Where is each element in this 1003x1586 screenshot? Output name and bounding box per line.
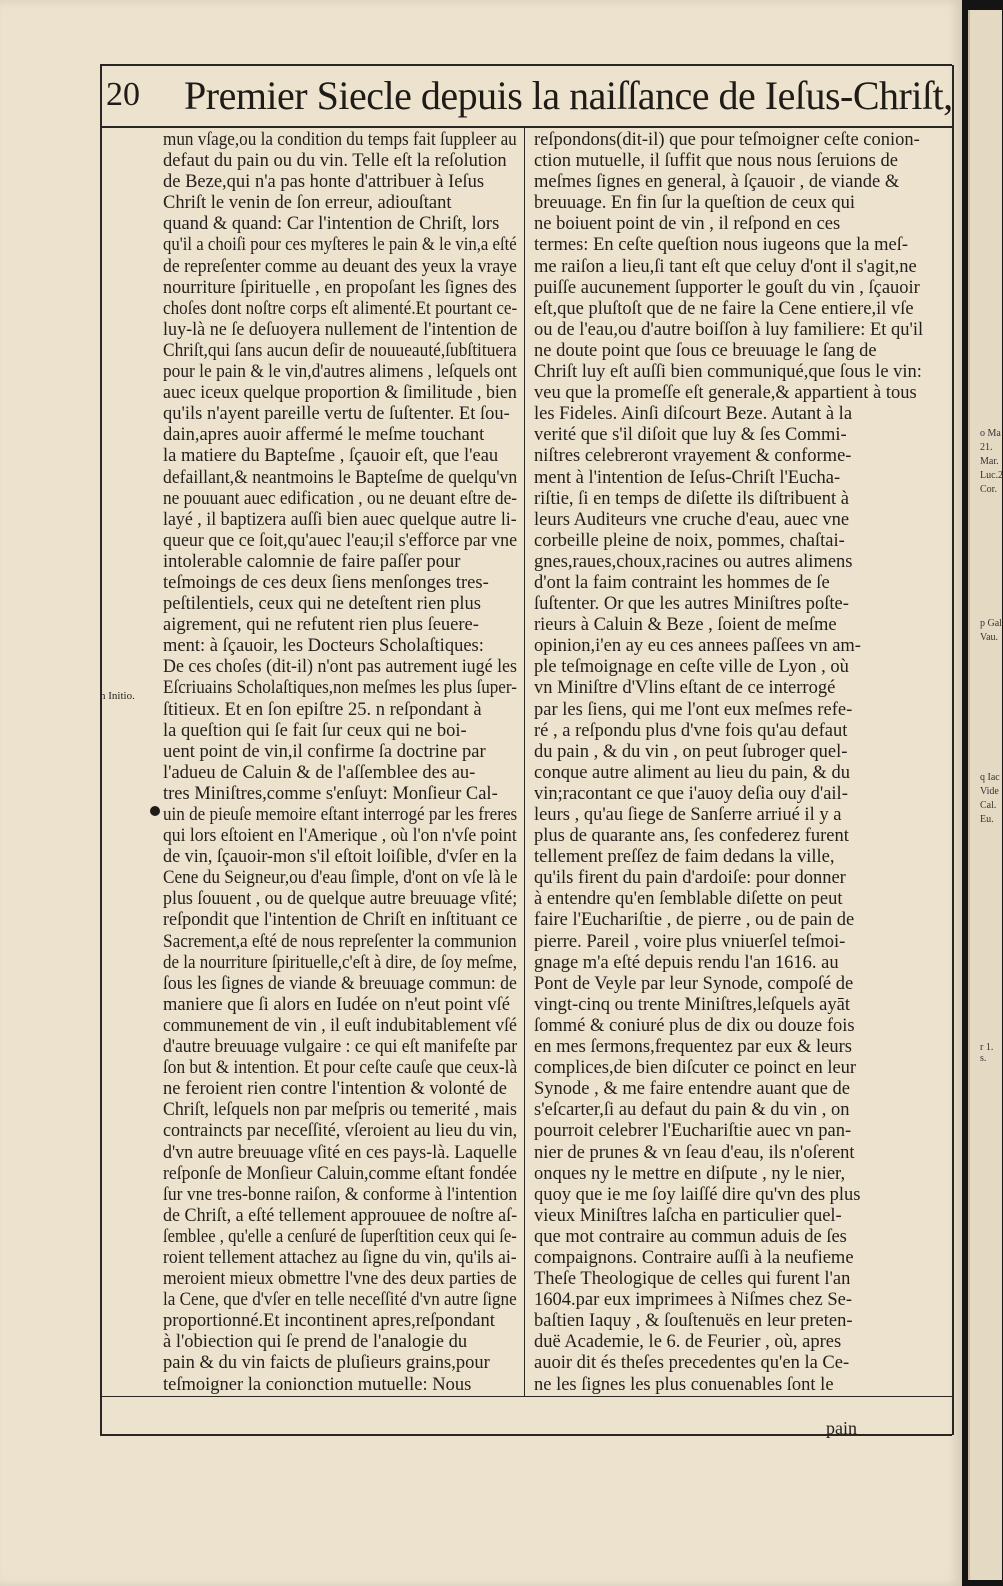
text-line: auec iceux quelque proportion & ſimilitude , bien	[163, 383, 517, 404]
text-line: verité que s'il diſoit que luy & ſes Commi-	[534, 425, 847, 446]
text-line: proportionné.Et incontinent apres,reſpondant	[163, 1311, 495, 1332]
text-line: d'ont la faim contraint les hommes de ſe	[534, 572, 830, 593]
text-line: vieux Miniſtres laſcha en particulier quel-	[534, 1205, 842, 1226]
next-page-fragment: Vau.	[980, 632, 999, 643]
text-line: qu'il a choiſi pour ces myſteres le pain & le vin,a eſté	[163, 235, 517, 256]
text-line: dain,apres auoir affermé le meſme touchant	[163, 425, 485, 446]
text-line: quand & quand: Car l'intention de Chriſt, lors	[163, 214, 500, 235]
text-line: meſmes ſignes en general, à ſçauoir , de viande &	[534, 172, 900, 193]
text-line: ne les ſignes les plus conuenables ſont le	[534, 1374, 834, 1395]
text-line: plus de quarante ans, ſes confederez furent	[534, 826, 849, 847]
text-line: que mot contraire au commun aduis de ſes	[534, 1226, 847, 1247]
text-line: ment à l'intention de Ieſus-Chriſt l'Eucha-	[534, 467, 841, 488]
text-line: termes: En ceſte queſtion nous iugeons que la meſ-	[534, 235, 909, 256]
catchword: pain	[826, 1418, 857, 1438]
next-page-fragment: Cor.	[980, 484, 997, 495]
text-line: mun vſage,ou la condition du temps fait ſuppleer au	[163, 130, 517, 150]
text-line: ſur vne tres-bonne raiſon, & conforme à l'intention	[163, 1184, 518, 1205]
ink-mark	[150, 806, 160, 816]
text-line: tres Miniſtres,comme s'enſuyt: Monſieur Cal-	[163, 783, 498, 804]
text-line: en mes ſermons,frequentez par eux & leurs	[534, 1037, 852, 1058]
text-line: opinion,i'en ay eu ces annees paſſees vn am-	[534, 636, 861, 657]
text-line: ſemblee , qu'elle a cenſuré de ſuperſtition ceux qui ſe-	[163, 1226, 517, 1247]
text-line: rieurs à Caluin & Beze , ſoient de meſme	[534, 615, 837, 636]
text-line: peſtilentiels, ceux qui ne deteſtent rien plus	[163, 594, 482, 615]
text-line: la queſtion qui ſe fait ſur ceux qui ne boi-	[163, 720, 467, 741]
text-line: Synode , & me faire entendre auant que de	[534, 1079, 850, 1100]
text-line: ſuſtenter. Or que les autres Miniſtres poſte-	[534, 594, 849, 615]
text-line: à l'obiection qui ſe prend de l'analogie du	[163, 1332, 468, 1353]
next-page-fragment: Cal.	[980, 800, 997, 811]
text-line: aigrement, qui ne refutent rien plus ſeuere-	[163, 615, 479, 636]
text-line: pour le pain & le vin,d'autres alimens , leſquels ont	[163, 362, 517, 383]
text-line: meroient mieux obmettre l'vne des deux parties de	[163, 1269, 517, 1290]
text-line: ne pouuant auec edification , ou ne deuant eſtre de-	[163, 488, 518, 509]
text-line: Sacrement,a eſté de nous repreſenter la communion	[163, 931, 517, 952]
text-line: eſt,que pluſtoſt que de ne faire la Cene entiere,il vſe	[534, 298, 914, 319]
text-line: Cene du Seigneur,ou d'eau ſimple, d'ont on vſe là le	[163, 868, 518, 889]
text-line: ou de l'eau,ou d'autre boiſſon à luy familiere: Et qu'il	[534, 319, 924, 340]
text-line: compaignons. Contraire auſſi à la neufieme	[534, 1247, 854, 1268]
text-line: breuuage. En fin ſur la queſtion de ceux qui	[534, 193, 856, 214]
text-line: uin de pieuſe memoire eſtant interrogé par les freres	[163, 805, 518, 825]
text-line: onques ny le mettre en diſpute , ny le nier,	[534, 1163, 846, 1184]
text-line: riſtie, ſi en temps de diſette ils diſtribuent à	[534, 488, 849, 509]
next-page-fragment: 21.	[980, 442, 993, 453]
text-line: teſmoings de ces deux ſiens menſonges tres-	[163, 572, 489, 593]
text-line: communement de vin , il euſt indubitablement vſé	[163, 1015, 517, 1036]
text-line: reſponſe de Monſieur Caluin,comme eſtant fondée	[163, 1163, 517, 1184]
marginal-note: n Initio.	[100, 690, 135, 702]
text-line: ſon but & intention. Et pour ceſte cauſe que ceux-là	[163, 1058, 518, 1079]
text-line: intolerable calomnie de faire paſſer pour	[163, 551, 461, 572]
text-line: leurs Auditeurs vne cruche d'eau, auec vne	[534, 509, 850, 530]
text-line: de Beze,qui n'a pas honte d'attribuer à Ieſus	[163, 172, 485, 193]
text-line: ction mutuelle, il ſuffit que nous nous ſeruions de	[534, 151, 898, 172]
text-line: puiſſe aucunement ſupporter le gouſt du vin , ſçauoir	[534, 277, 920, 298]
text-line: ſtitieux. Et en ſon epiſtre 25. n reſpondant à	[163, 699, 482, 720]
text-line: leurs , qu'au ſiege de Sanſerre arriué il y a	[534, 805, 842, 825]
next-page-fragment: r 1. s.	[980, 1042, 994, 1064]
text-line: auoir dit és theſes precedentes qu'en la Ce-	[534, 1353, 850, 1374]
right-column	[534, 130, 942, 1396]
text-line: Chriſt, leſquels non par meſpris ou temerité , mais	[163, 1100, 517, 1121]
text-line: veu que la promeſſe eſt generale,& appartient à tous	[534, 383, 917, 404]
running-title: Premier Siecle depuis la naiſſance de Ieſus-Chriſt,	[184, 73, 953, 118]
text-line: d'autre breuuage vulgaire : ce qui eſt manifeſte par	[163, 1037, 518, 1058]
text-line: defaillant,& neantmoins le Bapteſme de quelqu'vn	[163, 467, 518, 488]
text-line: baſtien Iaquy , & ſouſtenuës en leur preten-	[534, 1311, 853, 1332]
text-line: nourriture ſpirituelle , en propoſant les ſignes des	[163, 277, 517, 298]
page-header	[100, 68, 953, 128]
text-line: Pont de Veyle par leur Synode, compoſé de	[534, 973, 854, 994]
text-line: les Fideles. Ainſi diſcourt Beze. Autant à la	[534, 404, 853, 425]
adjacent-page-edge	[968, 10, 1002, 1580]
text-line: layé , il baptizera auſſi bien auec quelque autre li-	[163, 509, 517, 530]
text-line: tellement preſſez de faim dedans la ville,	[534, 847, 835, 868]
text-line: la Cene, que d'vſer en telle neceſſité d'vn autre ſigne	[163, 1290, 517, 1311]
text-line: gnage m'a eſté depuis rendu l'an 1616. au	[534, 952, 839, 973]
text-line: du pain , & du vin , on peut ſubroger quel-	[534, 741, 848, 762]
text-line: Chriſt,qui ſans aucun deſir de nouueauté,ſubſtituera	[163, 340, 517, 361]
text-line: ſous les ſignes de viande & breuuage commun: de	[163, 973, 517, 994]
text-line: quoy que ie me ſoy laiſſé dire qu'vn des plus	[534, 1184, 861, 1205]
text-line: Theſe Theologique de celles qui furent l'an	[534, 1269, 851, 1290]
text-line: 1604.par eux imprimees à Niſmes chez Se-	[534, 1290, 852, 1311]
text-line: complices,de bien diſcuter ce poinct en leur	[534, 1058, 857, 1079]
text-line: nier de prunes & vn ſeau d'eau, ils n'oſerent	[534, 1142, 855, 1163]
text-line: ne feroient rien contre l'intention & volonté de	[163, 1079, 507, 1100]
text-line: corbeille pleine de noix, pommes, chaſtai-	[534, 530, 845, 551]
text-line: luy-là ne ſe deſuoyera nullement de l'intention de	[163, 319, 518, 340]
text-line: teſmoigner la conionction mutuelle: Nous	[163, 1374, 472, 1395]
bottom-rule	[100, 1396, 952, 1397]
text-line: de la nourriture ſpirituelle,c'eſt à dire, de ſoy meſme,	[163, 952, 518, 973]
text-line: choſes dont noſtre corps eſt alimenté.Et pourtant ce-	[163, 298, 518, 319]
text-line: de repreſenter comme au deuant des yeux la vraye	[163, 256, 517, 277]
top-rule	[100, 64, 952, 66]
next-page-fragment: Eu.	[980, 814, 994, 825]
text-line: ſommé & coniuré plus de dix ou douze fois	[534, 1015, 855, 1036]
text-line: maniere que ſi alors en Iudée on n'eut point vſé	[163, 994, 511, 1015]
text-line: reſpondit que l'intention de Chriſt en inſtituant ce	[163, 910, 518, 931]
page-number: 20	[106, 76, 140, 113]
text-line: duë Academie, le 6. de Feurier , où, apres	[534, 1332, 842, 1353]
text-line: pierre. Pareil , voire plus vniuerſel teſmoi-	[534, 931, 846, 952]
text-line: ple teſmoignage en ceſte ville de Lyon , où	[534, 657, 849, 678]
text-line: qu'ils n'ayent pareille vertu de ſuſtenter. Et ſou-	[163, 404, 510, 425]
text-line: pourroit celebrer l'Euchariſtie auec vn pan-	[534, 1121, 852, 1142]
text-line: d'vn autre breuuage vſité en ces pays-là. Laquelle	[163, 1142, 517, 1163]
text-line: qui lors eſtoient en l'Amerique , où l'on n'vſe point	[163, 826, 517, 847]
text-line: vin;racontant ce que i'auoy deſia ouy d'ail-	[534, 783, 848, 804]
text-line: me raiſon a lieu,ſi tant eſt que celuy d'ont il s'agit,ne	[534, 256, 917, 277]
footer-rule	[100, 1434, 952, 1436]
text-line: contraincts par neceſſité, vſeroient au lieu du vin,	[163, 1121, 518, 1142]
text-line: de vin, ſçauoir-mon s'il eſtoit loiſible, d'vſer en la	[163, 847, 517, 868]
text-line: roient tellement attachez au ſigne du vin, qu'ils ai-	[163, 1247, 517, 1268]
next-page-fragment: Mar.	[980, 456, 999, 467]
next-page-fragment: q Iac	[980, 772, 1000, 783]
text-line: vn Miniſtre d'Vlins eſtant de ce interrogé	[534, 678, 836, 699]
text-line: par les ſiens, qui me l'ont eux meſmes refe-	[534, 699, 853, 720]
text-line: Chriſt luy eſt auſſi bien communiqué,que ſous le vin:	[534, 362, 922, 383]
text-line: Eſcriuains Scholaſtiques,non meſmes les plus ſuper-	[163, 678, 517, 699]
text-line: l'adueu de Caluin & de l'aſſemblee des au-	[163, 762, 476, 783]
text-line: uent point de vin,il confirme ſa doctrine par	[163, 741, 486, 762]
text-line: ré , a reſpondu plus d'vne fois qu'au defaut	[534, 720, 848, 741]
text-line: la matiere du Bapteſme , ſçauoir eſt, que l'eau	[163, 446, 499, 467]
text-line: qu'ils firent du pain d'ardoiſe: pour donner	[534, 868, 846, 889]
text-line: defaut du pain ou du vin. Telle eſt la reſolution	[163, 151, 507, 172]
text-line: ne doute point que ſous ce breuuage le ſang de	[534, 340, 877, 361]
next-page-fragment: Luc.2	[980, 470, 1003, 481]
text-line: ne boiuent point de vin , il reſpond en ces	[534, 214, 841, 235]
text-line: s'eſcarter,ſi au defaut du pain & du vin , on	[534, 1100, 850, 1121]
text-line: queur que ce ſoit,qu'auec l'eau;il s'efforce par vne	[163, 530, 518, 551]
text-line: à entendre qu'en ſemblable diſette on peut	[534, 889, 843, 910]
next-page-fragment: Vide	[980, 786, 999, 797]
next-page-fragment: p Gal	[980, 618, 1002, 629]
text-line: pain & du vin faicts de pluſieurs grains,pour	[163, 1353, 490, 1374]
text-line: Chriſt le venin de ſon erreur, adiouſtant	[163, 193, 452, 214]
text-line: gnes,raues,choux,racines ou autres alimens	[534, 551, 853, 572]
text-line: de Chriſt, a eſté tellement approuuee de noſtre aſ-	[163, 1205, 518, 1226]
text-line: niſtres celebreront vrayement & conforme-	[534, 446, 852, 467]
text-line: conque autre aliment au lieu du pain, & du	[534, 762, 850, 783]
text-line: faire l'Euchariſtie , de pierre , ou de pain de	[534, 910, 855, 931]
column-divider	[524, 128, 525, 1396]
left-column	[163, 130, 517, 1396]
text-line: vingt-cinq ou trente Miniſtres,leſquels ayāt	[534, 994, 850, 1015]
text-line: reſpondons(dit-il) que pour teſmoigner ceſte conion-	[534, 130, 920, 150]
next-page-fragment: o Ma	[980, 428, 1001, 439]
text-line: plus ſouuent , ou de quelque autre breuuage vſité;	[163, 889, 518, 910]
text-line: De ces choſes (dit-il) n'ont pas autrement iugé les	[163, 657, 517, 678]
text-line: ment: à ſçauoir, les Docteurs Scholaſtiques:	[163, 636, 484, 657]
